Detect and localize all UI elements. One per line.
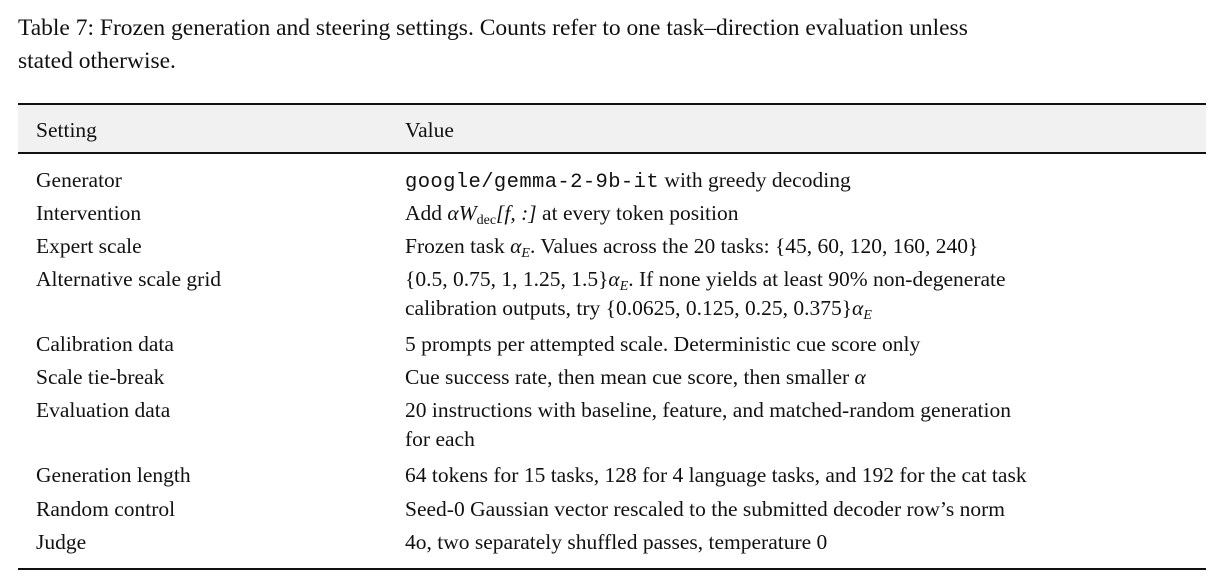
value-text: . Values across the 20 tasks: {45, 60, 120, 160, 240}: [529, 233, 979, 258]
value-cell: [405, 166, 1195, 197]
setting-cell: Alternative scale grid: [36, 266, 222, 291]
setting-cell: Generation length: [36, 462, 191, 487]
value-text: at every token position: [536, 200, 739, 225]
setting-cell: Expert scale: [36, 233, 142, 258]
setting-cell: Intervention: [36, 200, 142, 225]
value-cell: Seed-0 Gaussian vector rescaled to the submitted decoder row’s norm: [405, 496, 1006, 521]
setting-cell: Random control: [36, 496, 176, 521]
value-math: α: [608, 266, 620, 291]
value-code: google/gemma-2-9b-it: [405, 170, 660, 194]
table-caption: [18, 12, 1216, 78]
value-line: [405, 265, 1195, 294]
value-cell: 5 prompts per attempted scale. Deterministic cue score only: [405, 331, 921, 356]
value-subscript: E: [863, 307, 872, 323]
value-math: αW: [447, 200, 477, 225]
table-header-row: [18, 105, 1206, 152]
value-cell: 64 tokens for 15 tasks, 128 for 4 language tasks, and 192 for the cat task: [405, 462, 1027, 487]
value-math: α: [852, 295, 864, 320]
value-cell: [405, 363, 1195, 392]
value-math: α: [854, 364, 866, 389]
value-line: for each: [405, 426, 475, 451]
value-text: Cue success rate, then mean cue score, then smaller: [405, 364, 855, 389]
value-cell: 4o, two separately shuffled passes, temperature 0: [405, 529, 828, 554]
value-text: Frozen task: [405, 233, 511, 258]
value-text: . If none yields at least 90% non-degenerate: [628, 266, 1006, 291]
value-math: α: [510, 233, 522, 258]
value-text: with greedy decoding: [659, 167, 851, 192]
table-body: [18, 154, 1206, 568]
value-line: [405, 294, 1195, 323]
value-cell: [405, 396, 1195, 454]
value-text: Add: [405, 200, 448, 225]
value-math: [f, :]: [496, 200, 537, 225]
header-setting: Setting: [36, 118, 97, 143]
value-text: {0.5, 0.75, 1, 1.25, 1.5}: [405, 266, 609, 291]
setting-cell: Evaluation data: [36, 397, 171, 422]
value-subscript: E: [521, 245, 530, 261]
value-line: 20 instructions with baseline, feature, and matched-random generation: [405, 397, 1011, 422]
setting-cell: Calibration data: [36, 331, 174, 356]
caption-line-2: stated otherwise.: [18, 48, 176, 74]
value-cell: [405, 232, 1195, 261]
value-subscript: E: [619, 278, 629, 294]
setting-cell: Generator: [36, 167, 122, 192]
value-cell: [405, 265, 1195, 323]
setting-cell: Scale tie-break: [36, 364, 165, 389]
setting-cell: Judge: [36, 529, 87, 554]
value-text: calibration outputs, try {0.0625, 0.125, 0.25, 0.375}: [405, 295, 853, 320]
value-subscript: dec: [476, 212, 497, 228]
settings-table: [18, 103, 1206, 570]
table-bottom-rule: [18, 568, 1206, 570]
caption-line-1: Table 7: Frozen generation and steering settings. Counts refer to one task–direction evaluation unless: [18, 15, 968, 41]
value-cell: [405, 199, 1195, 228]
header-value: Value: [405, 118, 454, 143]
